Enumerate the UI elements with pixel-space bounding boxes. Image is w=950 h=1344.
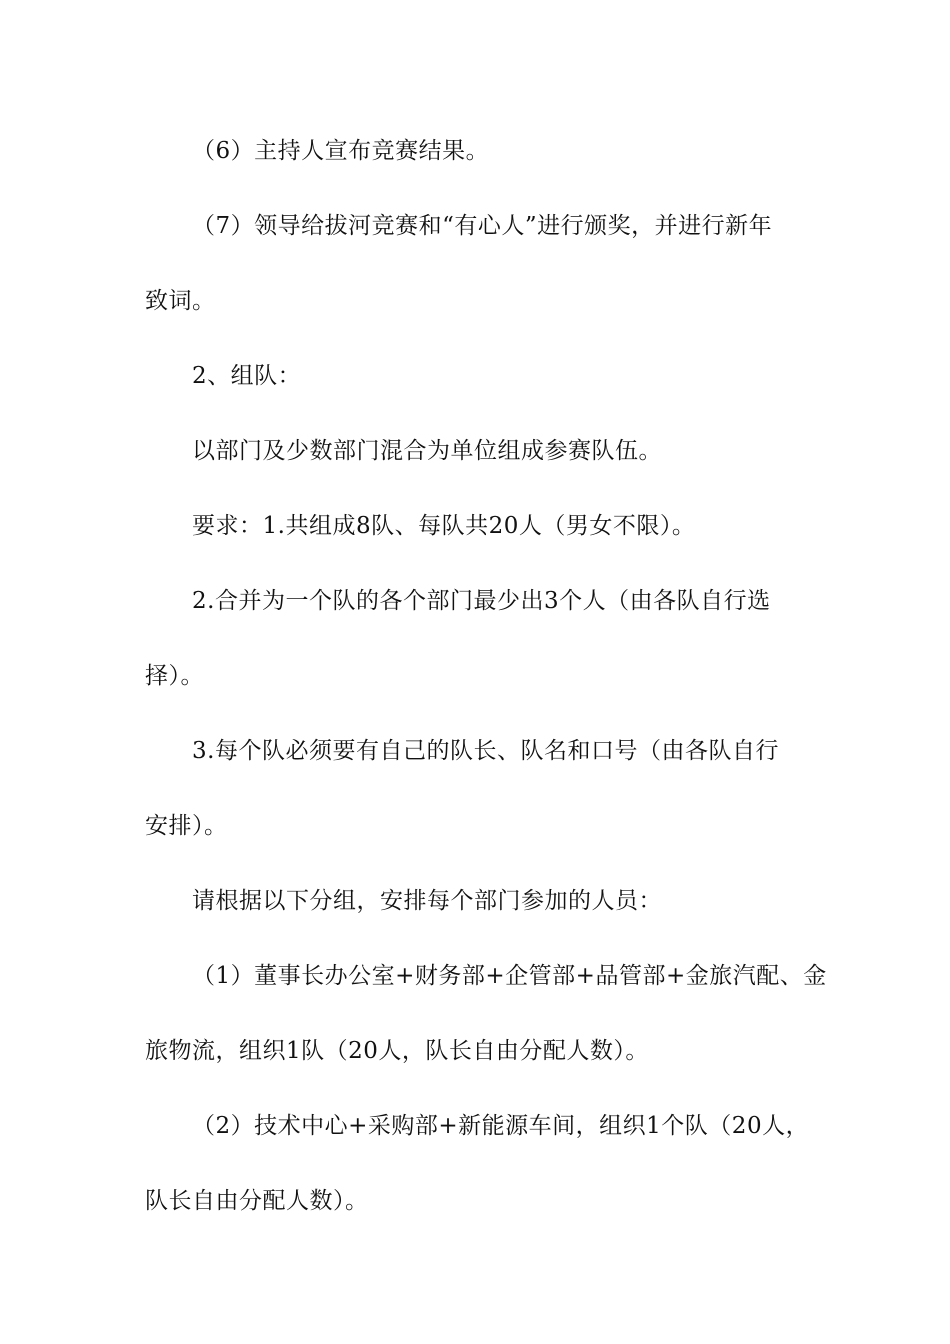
paragraph-requirement-3-line-1: 3.每个队必须要有自己的队长、队名和口号（由各队自行 <box>192 738 779 764</box>
paragraph-group-1-line-1: （1）董事长办公室+财务部+企管部+品管部+金旅汽配、金 <box>192 963 827 989</box>
paragraph-group-2-line-1: （2）技术中心+采购部+新能源车间，组织1个队（20人， <box>192 1113 810 1139</box>
paragraph-requirement-1: 要求：1.共组成8队、每队共20人（男女不限）。 <box>192 513 696 539</box>
paragraph-group-2-line-2: 队长自由分配人数）。 <box>145 1188 369 1214</box>
paragraph-step-6: （6）主持人宣布竞赛结果。 <box>192 138 490 164</box>
paragraph-step-7-line-2: 致词。 <box>145 288 216 314</box>
paragraph-requirement-3-line-2: 安排）。 <box>145 813 228 839</box>
paragraph-team-unit: 以部门及少数部门混合为单位组成参赛队伍。 <box>192 438 662 464</box>
paragraph-grouping-intro: 请根据以下分组，安排每个部门参加的人员： <box>192 888 662 914</box>
paragraph-requirement-2-line-2: 择）。 <box>145 663 204 689</box>
section-heading-team: 2、组队： <box>192 363 302 389</box>
paragraph-step-7-line-1: （7）领导给拔河竞赛和“有心人”进行颁奖，并进行新年 <box>192 213 773 239</box>
paragraph-requirement-2-line-1: 2.合并为一个队的各个部门最少出3个人（由各队自行选 <box>192 588 771 614</box>
paragraph-group-1-line-2: 旅物流，组织1队（20人，队长自由分配人数）。 <box>145 1038 649 1064</box>
